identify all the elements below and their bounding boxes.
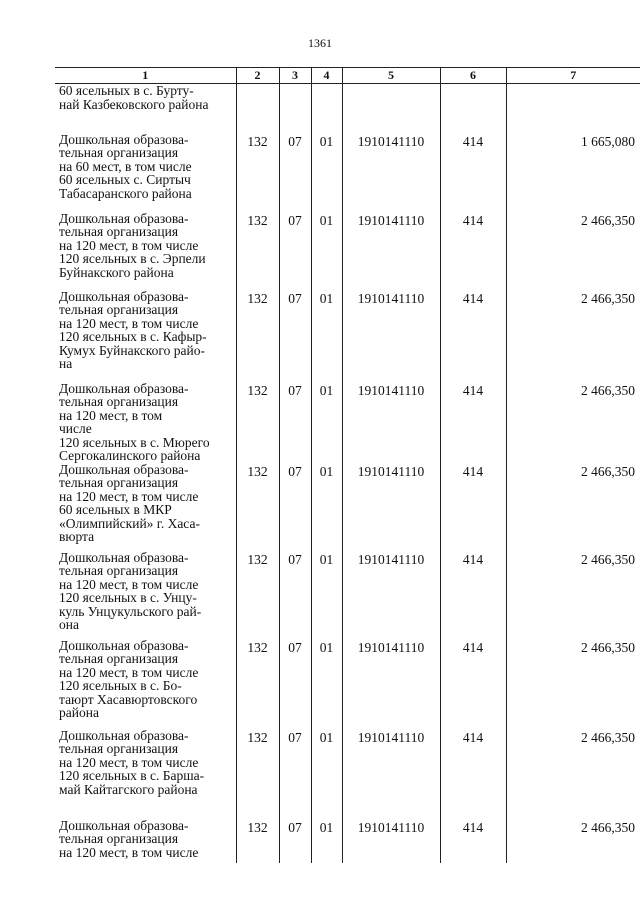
cell-target-article: 1910141110	[342, 290, 440, 382]
cell-expense-type: 414	[440, 551, 506, 639]
cell-section: 07	[279, 551, 311, 639]
cell-target-article: 1910141110	[342, 729, 440, 819]
cell-target-article: 1910141110	[342, 639, 440, 729]
cell-amount: 2 466,350	[506, 551, 640, 639]
table-row	[55, 819, 640, 863]
cell-subsection: 01	[311, 551, 342, 639]
cell-subsection: 01	[311, 133, 342, 212]
page-number: 1361	[308, 36, 332, 50]
cell-expense-type	[440, 84, 506, 133]
cell-amount: 2 466,350	[506, 639, 640, 729]
cell-target-article: 1910141110	[342, 212, 440, 290]
row-description: Дошкольная образова- тельная организация на 120 мест, в том числе 60 ясельных в МКР «Олимпийский» г. Хаса- вюрта	[55, 463, 236, 551]
cell-target-article: 1910141110	[342, 551, 440, 639]
row-description: Дошкольная образова- тельная организация на 120 мест, в том числе	[55, 819, 236, 863]
cell-amount: 1 665,080	[506, 133, 640, 212]
table-row	[55, 133, 640, 212]
column-header: 6	[440, 68, 506, 84]
cell-subsection: 01	[311, 639, 342, 729]
table-row	[55, 729, 640, 819]
cell-amount	[506, 84, 640, 133]
cell-section: 07	[279, 212, 311, 290]
table-row	[55, 290, 640, 382]
cell-subsection: 01	[311, 729, 342, 819]
column-header: 2	[236, 68, 279, 84]
cell-amount: 2 466,350	[506, 290, 640, 382]
table-header-row	[55, 68, 640, 84]
row-description: Дошкольная образова- тельная организация на 120 мест, в том числе 120 ясельных в с. Эрпели Буйнакского района	[55, 212, 236, 290]
cell-expense-type: 414	[440, 382, 506, 463]
cell-target-article: 1910141110	[342, 819, 440, 863]
column-header: 4	[311, 68, 342, 84]
cell-amount: 2 466,350	[506, 382, 640, 463]
cell-section: 07	[279, 819, 311, 863]
cell-ministry-code: 132	[236, 382, 279, 463]
cell-subsection: 01	[311, 382, 342, 463]
row-description: 60 ясельных в с. Бурту- най Казбековского района	[55, 84, 236, 133]
table-row	[55, 551, 640, 639]
table-row	[55, 84, 640, 133]
cell-section	[279, 84, 311, 133]
cell-expense-type: 414	[440, 819, 506, 863]
budget-table	[55, 67, 640, 863]
row-description: Дошкольная образова- тельная организация на 120 мест, в том числе 120 ясельных в с. Кафыр- Кумух Буйнакского райо- на	[55, 290, 236, 382]
cell-expense-type: 414	[440, 133, 506, 212]
cell-section: 07	[279, 133, 311, 212]
cell-section: 07	[279, 382, 311, 463]
row-description: Дошкольная образова- тельная организация на 60 мест, в том числе 60 ясельных с. Сиртыч Табасаранского района	[55, 133, 236, 212]
cell-amount: 2 466,350	[506, 212, 640, 290]
row-description: Дошкольная образова- тельная организация на 120 мест, в том числе 120 ясельных в с. Бо- таюрт Хасавюртовского района	[55, 639, 236, 729]
cell-expense-type: 414	[440, 639, 506, 729]
cell-subsection: 01	[311, 463, 342, 551]
cell-target-article	[342, 84, 440, 133]
budget-table-container	[55, 67, 640, 860]
cell-ministry-code: 132	[236, 639, 279, 729]
column-header: 3	[279, 68, 311, 84]
cell-expense-type: 414	[440, 729, 506, 819]
column-header: 1	[55, 68, 236, 84]
table-row	[55, 212, 640, 290]
row-description: Дошкольная образова- тельная организация на 120 мест, в том числе 120 ясельных в с. Мюрего Сергокалинского района	[55, 382, 236, 463]
cell-ministry-code: 132	[236, 819, 279, 863]
cell-amount: 2 466,350	[506, 463, 640, 551]
table-row	[55, 382, 640, 463]
cell-amount: 2 466,350	[506, 729, 640, 819]
cell-expense-type: 414	[440, 290, 506, 382]
cell-target-article: 1910141110	[342, 133, 440, 212]
cell-subsection: 01	[311, 819, 342, 863]
cell-subsection: 01	[311, 212, 342, 290]
cell-section: 07	[279, 463, 311, 551]
cell-ministry-code	[236, 84, 279, 133]
table-row	[55, 639, 640, 729]
cell-expense-type: 414	[440, 463, 506, 551]
cell-subsection	[311, 84, 342, 133]
cell-amount: 2 466,350	[506, 819, 640, 863]
cell-ministry-code: 132	[236, 212, 279, 290]
cell-section: 07	[279, 290, 311, 382]
cell-subsection: 01	[311, 290, 342, 382]
cell-section: 07	[279, 729, 311, 819]
cell-ministry-code: 132	[236, 290, 279, 382]
column-header: 5	[342, 68, 440, 84]
cell-target-article: 1910141110	[342, 463, 440, 551]
row-description: Дошкольная образова- тельная организация на 120 мест, в том числе 120 ясельных в с. Унцу- куль Унцукульского рай- она	[55, 551, 236, 639]
cell-ministry-code: 132	[236, 729, 279, 819]
cell-ministry-code: 132	[236, 463, 279, 551]
cell-ministry-code: 132	[236, 551, 279, 639]
cell-section: 07	[279, 639, 311, 729]
table-row	[55, 463, 640, 551]
column-header: 7	[506, 68, 640, 84]
cell-expense-type: 414	[440, 212, 506, 290]
cell-ministry-code: 132	[236, 133, 279, 212]
cell-target-article: 1910141110	[342, 382, 440, 463]
row-description: Дошкольная образова- тельная организация на 120 мест, в том числе 120 ясельных в с. Барша- май Кайтагского района	[55, 729, 236, 819]
